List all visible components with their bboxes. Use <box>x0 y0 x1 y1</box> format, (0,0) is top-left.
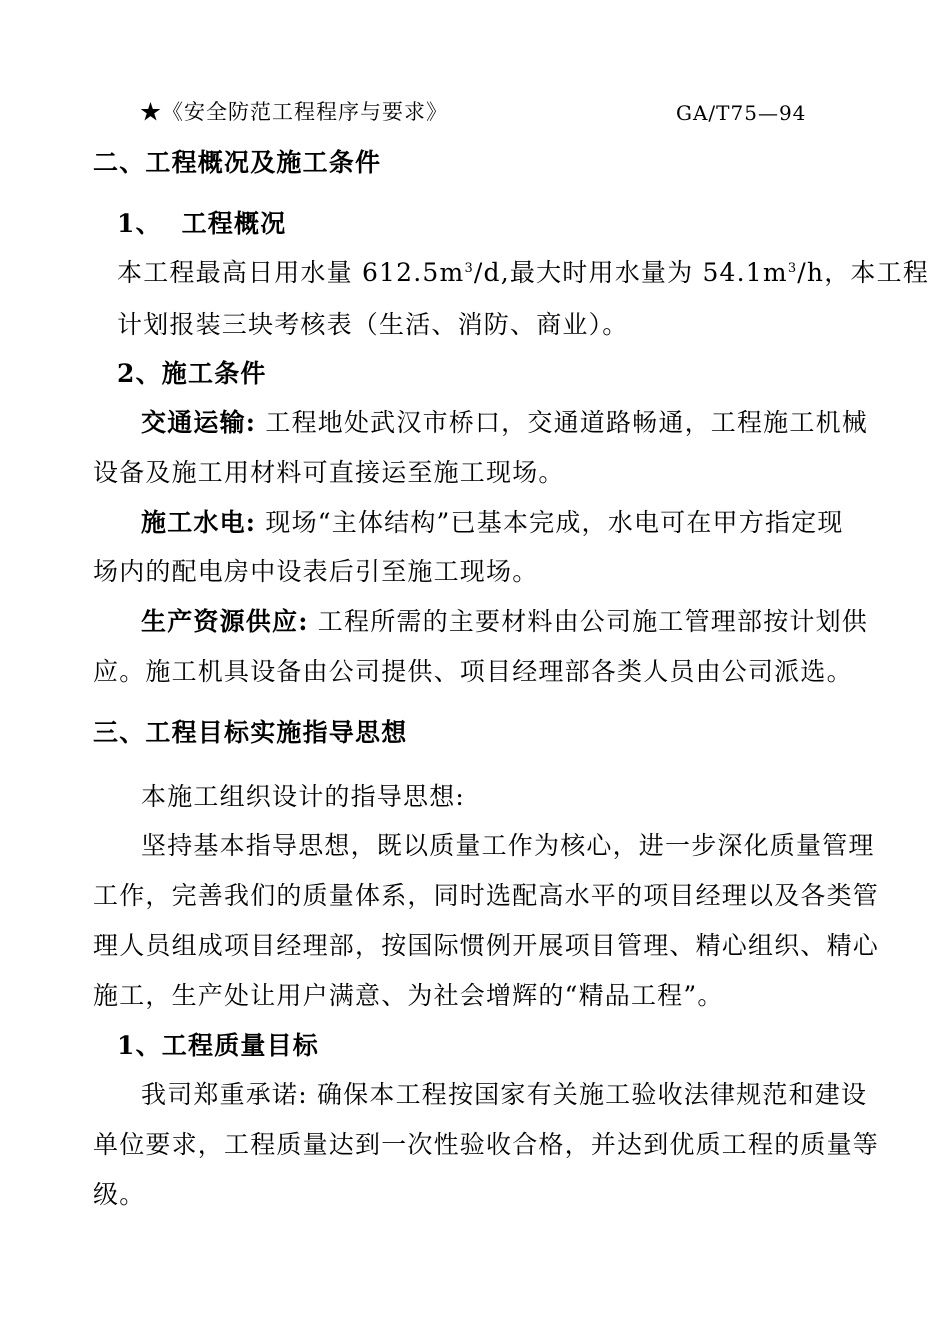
standard-title: 《安全防范工程程序与要求》 <box>162 100 448 124</box>
supply-line-2: 应。施工机具设备由公司提供、项目经理部各类人员由公司派选。 <box>93 657 853 686</box>
traffic-label: 交通运输: <box>141 408 257 437</box>
power-label: 施工水电: <box>141 508 257 537</box>
guiding-para-line-2: 工作，完善我们的质量体系，同时选配高水平的项目经理以及各类管 <box>93 881 880 910</box>
supply-label: 生产资源供应: <box>141 607 309 636</box>
star-icon: ★ <box>140 100 162 124</box>
traffic-line-2: 设备及施工用材料可直接运至施工现场。 <box>93 458 565 487</box>
section-heading-overview: 二、工程概况及施工条件 <box>93 148 382 177</box>
overview-line-2: 计划报装三块考核表（生活、消防、商业）。 <box>117 310 629 339</box>
section-heading-guiding-ideas: 三、工程目标实施指导思想 <box>93 718 408 747</box>
guiding-intro: 本施工组织设计的指导思想: <box>141 782 466 811</box>
power-line-2: 场内的配电房中设表后引至施工现场。 <box>93 557 539 586</box>
guiding-para-line-3: 理人员组成项目经理部，按国际惯例开展项目管理、精心组织、精心 <box>93 931 880 960</box>
quality-line-3: 级。 <box>93 1180 146 1209</box>
quality-line-2: 单位要求，工程质量达到一次性验收合格，并达到优质工程的质量等 <box>93 1130 880 1159</box>
guiding-para-line-4: 施工，生产处让用户满意、为社会增辉的“精品工程”。 <box>93 981 724 1010</box>
power-line-1: 施工水电: 现场“主体结构”已基本完成，水电可在甲方指定现 <box>141 508 844 537</box>
standard-reference <box>140 97 448 127</box>
standard-code: GA/T75—94 <box>676 101 807 125</box>
subheading-construction-conditions: 2、施工条件 <box>117 359 267 388</box>
quality-line-1: 我司郑重承诺: 确保本工程按国家有关施工验收法律规范和建设 <box>141 1080 868 1109</box>
guiding-para-line-1: 坚持基本指导思想，既以质量工作为核心，进一步深化质量管理 <box>141 831 875 860</box>
supply-line-1: 生产资源供应: 工程所需的主要材料由公司施工管理部按计划供 <box>141 607 868 636</box>
subheading-project-overview: 1、 工程概况 <box>117 209 287 238</box>
overview-line-1: 本工程最高日用水量 $612.5m^3/d$,最大时用水量为 $54.1m^3/h$，本工程 <box>117 258 930 287</box>
subheading-quality-target: 1、工程质量目标 <box>117 1031 319 1060</box>
traffic-line-1: 交通运输: 工程地处武汉市桥口，交通道路畅通，工程施工机械 <box>141 408 868 437</box>
